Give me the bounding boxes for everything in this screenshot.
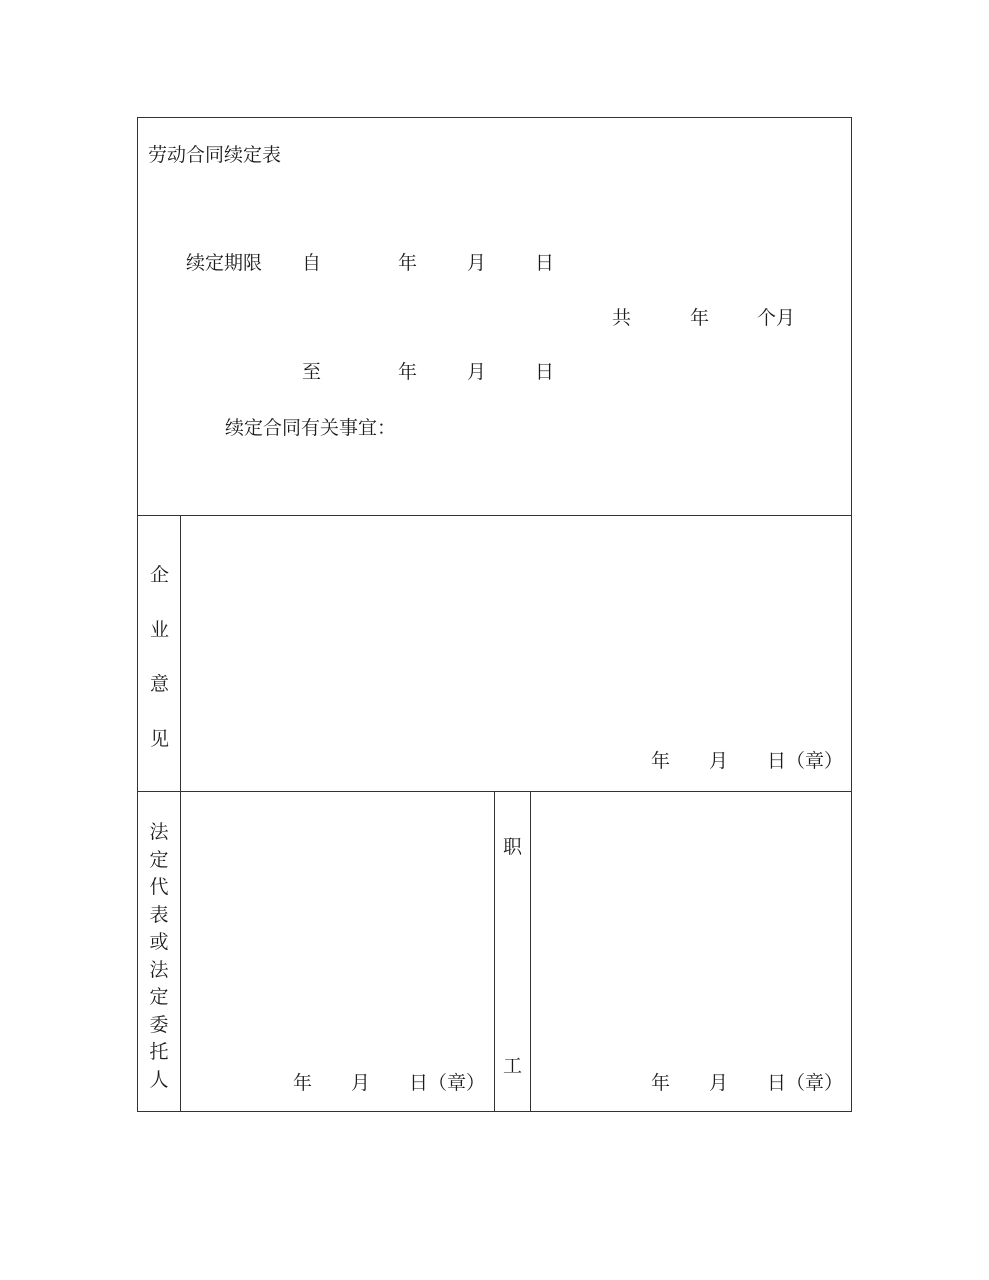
divider-legal-rep-right	[494, 791, 495, 1111]
legal-rep-label: 法定代表或法定委托人	[149, 821, 169, 1091]
divider-label-column	[180, 515, 181, 1111]
to-month-label: 月	[467, 361, 487, 383]
legal-rep-date-month: 月	[351, 1072, 371, 1094]
enterprise-opinion-char-1: 企	[150, 564, 170, 586]
enterprise-date-year: 年	[651, 750, 671, 772]
divider-employee-label-right	[530, 791, 531, 1111]
enterprise-opinion-char-3: 意	[150, 673, 170, 695]
to-year-label: 年	[398, 361, 418, 383]
enterprise-date-month: 月	[709, 750, 729, 772]
legal-rep-date-day-seal: 日（章）	[409, 1072, 486, 1094]
enterprise-date-day-seal: 日（章）	[767, 750, 844, 772]
employee-date-day-seal: 日（章）	[767, 1072, 844, 1094]
employee-date-year: 年	[651, 1072, 671, 1094]
to-label: 至	[302, 361, 322, 383]
employee-date-month: 月	[709, 1072, 729, 1094]
total-year-label: 年	[690, 307, 710, 329]
matters-label: 续定合同有关事宜：	[225, 417, 397, 439]
form-title: 劳动合同续定表	[148, 144, 282, 166]
enterprise-opinion-char-4: 见	[150, 728, 170, 750]
from-month-label: 月	[467, 252, 487, 274]
employee-char-2: 工	[503, 1055, 523, 1077]
to-day-label: 日	[535, 361, 555, 383]
from-year-label: 年	[398, 252, 418, 274]
contract-renewal-form	[137, 117, 852, 1112]
period-label: 续定期限	[186, 252, 263, 274]
from-label: 自	[302, 252, 322, 274]
divider-top-section	[138, 515, 851, 516]
total-label: 共	[612, 307, 632, 329]
total-month-label: 个月	[757, 307, 796, 329]
employee-char-1: 职	[503, 836, 523, 858]
enterprise-opinion-char-2: 业	[150, 619, 170, 641]
legal-rep-date-year: 年	[293, 1072, 313, 1094]
from-day-label: 日	[535, 252, 555, 274]
